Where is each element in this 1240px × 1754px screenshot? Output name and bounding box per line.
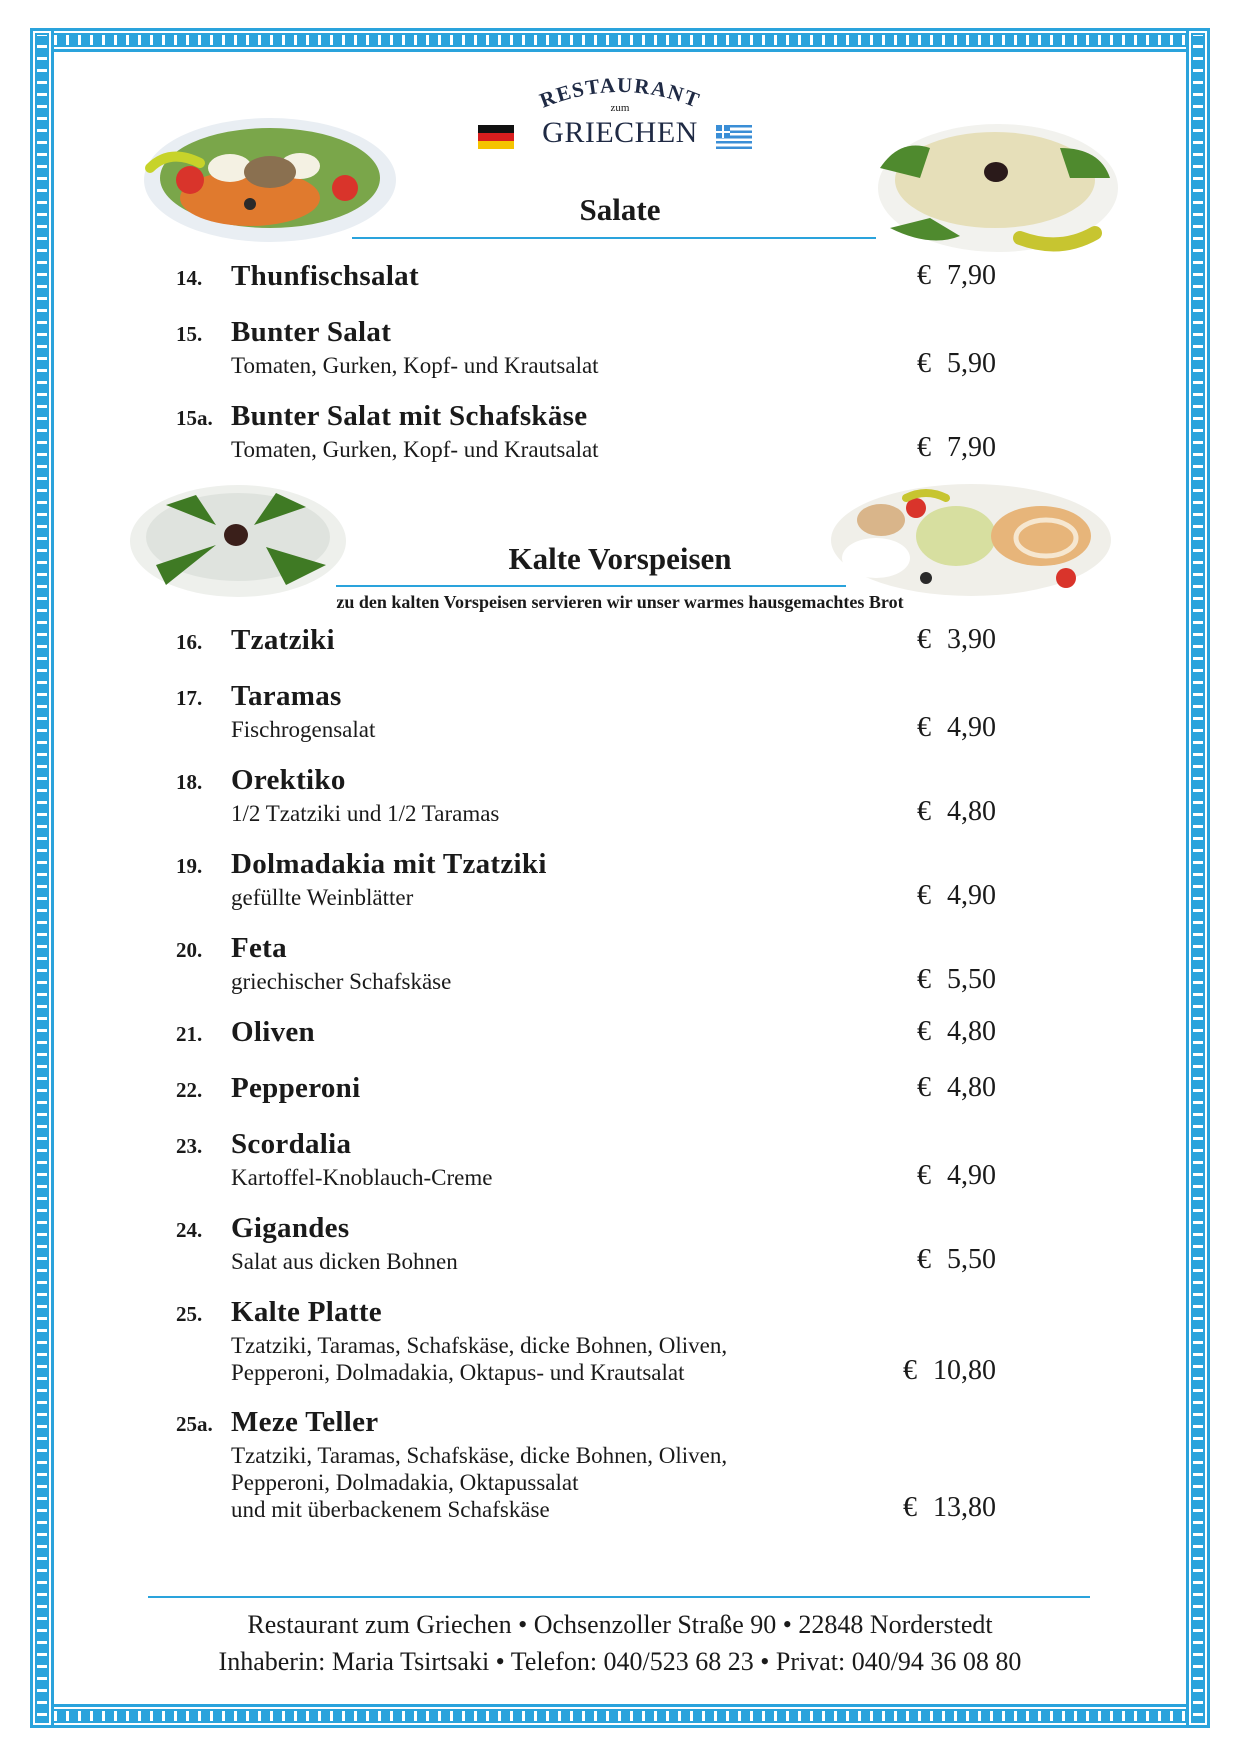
item-price	[903, 1492, 996, 1524]
item-price	[917, 348, 996, 380]
price-value: 4,90	[947, 1160, 996, 1191]
price-value: 5,90	[947, 348, 996, 379]
item-number: 17.	[176, 686, 203, 710]
section-title-kalte-vorspeisen: Kalte Vorspeisen	[508, 541, 732, 576]
item-description-line: Tzatziki, Taramas, Schafskäse, dicke Bohnen, Oliven,	[231, 1443, 728, 1468]
section-rule-salate	[352, 237, 876, 239]
item-number: 21.	[176, 1022, 203, 1046]
euro-sign: €	[917, 880, 931, 911]
item-number: 14.	[176, 266, 203, 290]
price-value: 10,80	[933, 1355, 996, 1386]
price-value: 4,80	[947, 1072, 996, 1103]
item-name: Bunter Salat	[231, 316, 392, 348]
euro-sign: €	[917, 796, 931, 827]
border-top	[30, 28, 1210, 52]
item-price	[917, 712, 996, 744]
euro-sign: €	[917, 624, 931, 655]
price-value: 7,90	[947, 260, 996, 291]
euro-sign: €	[917, 260, 931, 291]
item-description	[231, 1248, 458, 1275]
item-name: Scordalia	[231, 1128, 352, 1160]
svg-text:RESTAURANT: RESTAURANT	[536, 78, 704, 113]
item-name: Bunter Salat mit Schafskäse	[231, 400, 588, 432]
item-description-line: und mit überbackenem Schafskäse	[231, 1497, 550, 1522]
item-description-line: Tzatziki, Taramas, Schafskäse, dicke Bohnen, Oliven,	[231, 1333, 728, 1358]
item-description-line: griechischer Schafskäse	[231, 969, 452, 994]
euro-sign: €	[917, 1072, 931, 1103]
restaurant-logo	[470, 78, 770, 158]
euro-sign: €	[903, 1355, 917, 1386]
item-name: Pepperoni	[231, 1072, 361, 1104]
item-description-line: 1/2 Tzatziki und 1/2 Taramas	[231, 801, 500, 826]
price-value: 5,50	[947, 1244, 996, 1275]
taramas-dip-image	[870, 118, 1120, 258]
item-description	[231, 884, 413, 911]
price-value: 4,80	[947, 1016, 996, 1047]
item-name: Kalte Platte	[231, 1296, 382, 1328]
item-description: Tomaten, Gurken, Kopf- und Krautsalat	[231, 437, 599, 462]
euro-sign: €	[903, 1492, 917, 1523]
mixed-appetizer-plate-image	[826, 478, 1116, 598]
euro-sign: €	[917, 712, 931, 743]
item-description	[231, 968, 451, 995]
item-name: Meze Teller	[231, 1406, 379, 1438]
item-description	[231, 1442, 727, 1523]
item-number: 25.	[176, 1302, 203, 1326]
euro-sign: €	[917, 1016, 931, 1047]
item-price	[917, 624, 996, 656]
item-price	[903, 1355, 996, 1387]
item-number: 19.	[176, 854, 203, 878]
item-description-line: Pepperoni, Dolmadakia, Oktapus- und Krautsalat	[231, 1360, 685, 1385]
item-price	[917, 1244, 996, 1276]
item-number: 15.	[176, 322, 203, 346]
item-name: Taramas	[231, 680, 342, 712]
price-value: 4,90	[947, 712, 996, 743]
item-price	[917, 1016, 996, 1048]
price-value: 3,90	[947, 624, 996, 655]
euro-sign: €	[917, 348, 931, 379]
bread-note: zu den kalten Vorspeisen servieren wir unser warmes hausgemachtes Brot	[336, 592, 904, 612]
item-number: 22.	[176, 1078, 203, 1102]
price-value: 7,90	[947, 432, 996, 463]
item-description-line: Salat aus dicken Bohnen	[231, 1249, 458, 1274]
item-name: Gigandes	[231, 1212, 350, 1244]
logo-main-text: GRIECHEN	[542, 116, 698, 149]
item-description	[231, 800, 499, 827]
price-value: 5,50	[947, 964, 996, 995]
section-rule-kalte-vorspeisen	[336, 585, 846, 587]
item-price	[917, 432, 996, 464]
item-name: Orektiko	[231, 764, 346, 796]
item-name: Feta	[231, 932, 287, 964]
item-number: 16.	[176, 630, 203, 654]
item-description-line: Kartoffel-Knoblauch-Creme	[231, 1165, 493, 1190]
item-name: Tzatziki	[231, 624, 335, 656]
item-price	[917, 796, 996, 828]
item-description	[231, 716, 375, 743]
greek-flag-icon	[716, 125, 752, 149]
item-number: 15a.	[176, 406, 213, 430]
border-left	[30, 28, 54, 1728]
item-number: 25a.	[176, 1412, 213, 1436]
item-price	[917, 260, 996, 292]
footer-rule	[148, 1596, 1090, 1598]
item-number: 18.	[176, 770, 203, 794]
item-number: 20.	[176, 938, 203, 962]
item-price	[917, 964, 996, 996]
item-price	[917, 1072, 996, 1104]
tzatziki-image	[126, 475, 351, 600]
border-bottom	[30, 1704, 1210, 1728]
item-description-line: Fischrogensalat	[231, 717, 376, 742]
item-description-line: gefüllte Weinblätter	[231, 885, 414, 910]
item-name: Dolmadakia mit Tzatziki	[231, 848, 547, 880]
euro-sign: €	[917, 432, 931, 463]
euro-sign: €	[917, 1244, 931, 1275]
item-description	[231, 1164, 492, 1191]
item-price	[917, 880, 996, 912]
euro-sign: €	[917, 964, 931, 995]
item-description-line: Pepperoni, Dolmadakia, Oktapussalat	[231, 1470, 579, 1495]
item-description: Tomaten, Gurken, Kopf- und Krautsalat	[231, 353, 599, 378]
item-price	[917, 1160, 996, 1192]
logo-zum-text: zum	[610, 102, 630, 114]
price-value: 13,80	[933, 1492, 996, 1523]
item-number: 23.	[176, 1134, 203, 1158]
section-title-salate: Salate	[579, 192, 661, 227]
price-value: 4,80	[947, 796, 996, 827]
item-name: Oliven	[231, 1016, 315, 1048]
footer-address: Restaurant zum Griechen • Ochsenzoller Straße 90 • 22848 Norderstedt	[247, 1610, 993, 1639]
item-description	[231, 1332, 727, 1386]
item-number: 24.	[176, 1218, 203, 1242]
footer-contact: Inhaberin: Maria Tsirtsaki • Telefon: 040/523 68 23 • Privat: 040/94 36 08 80	[218, 1647, 1022, 1676]
border-right	[1186, 28, 1210, 1728]
euro-sign: €	[917, 1160, 931, 1191]
item-name: Thunfischsalat	[231, 260, 419, 292]
price-value: 4,90	[947, 880, 996, 911]
tuna-salad-image	[130, 108, 400, 248]
